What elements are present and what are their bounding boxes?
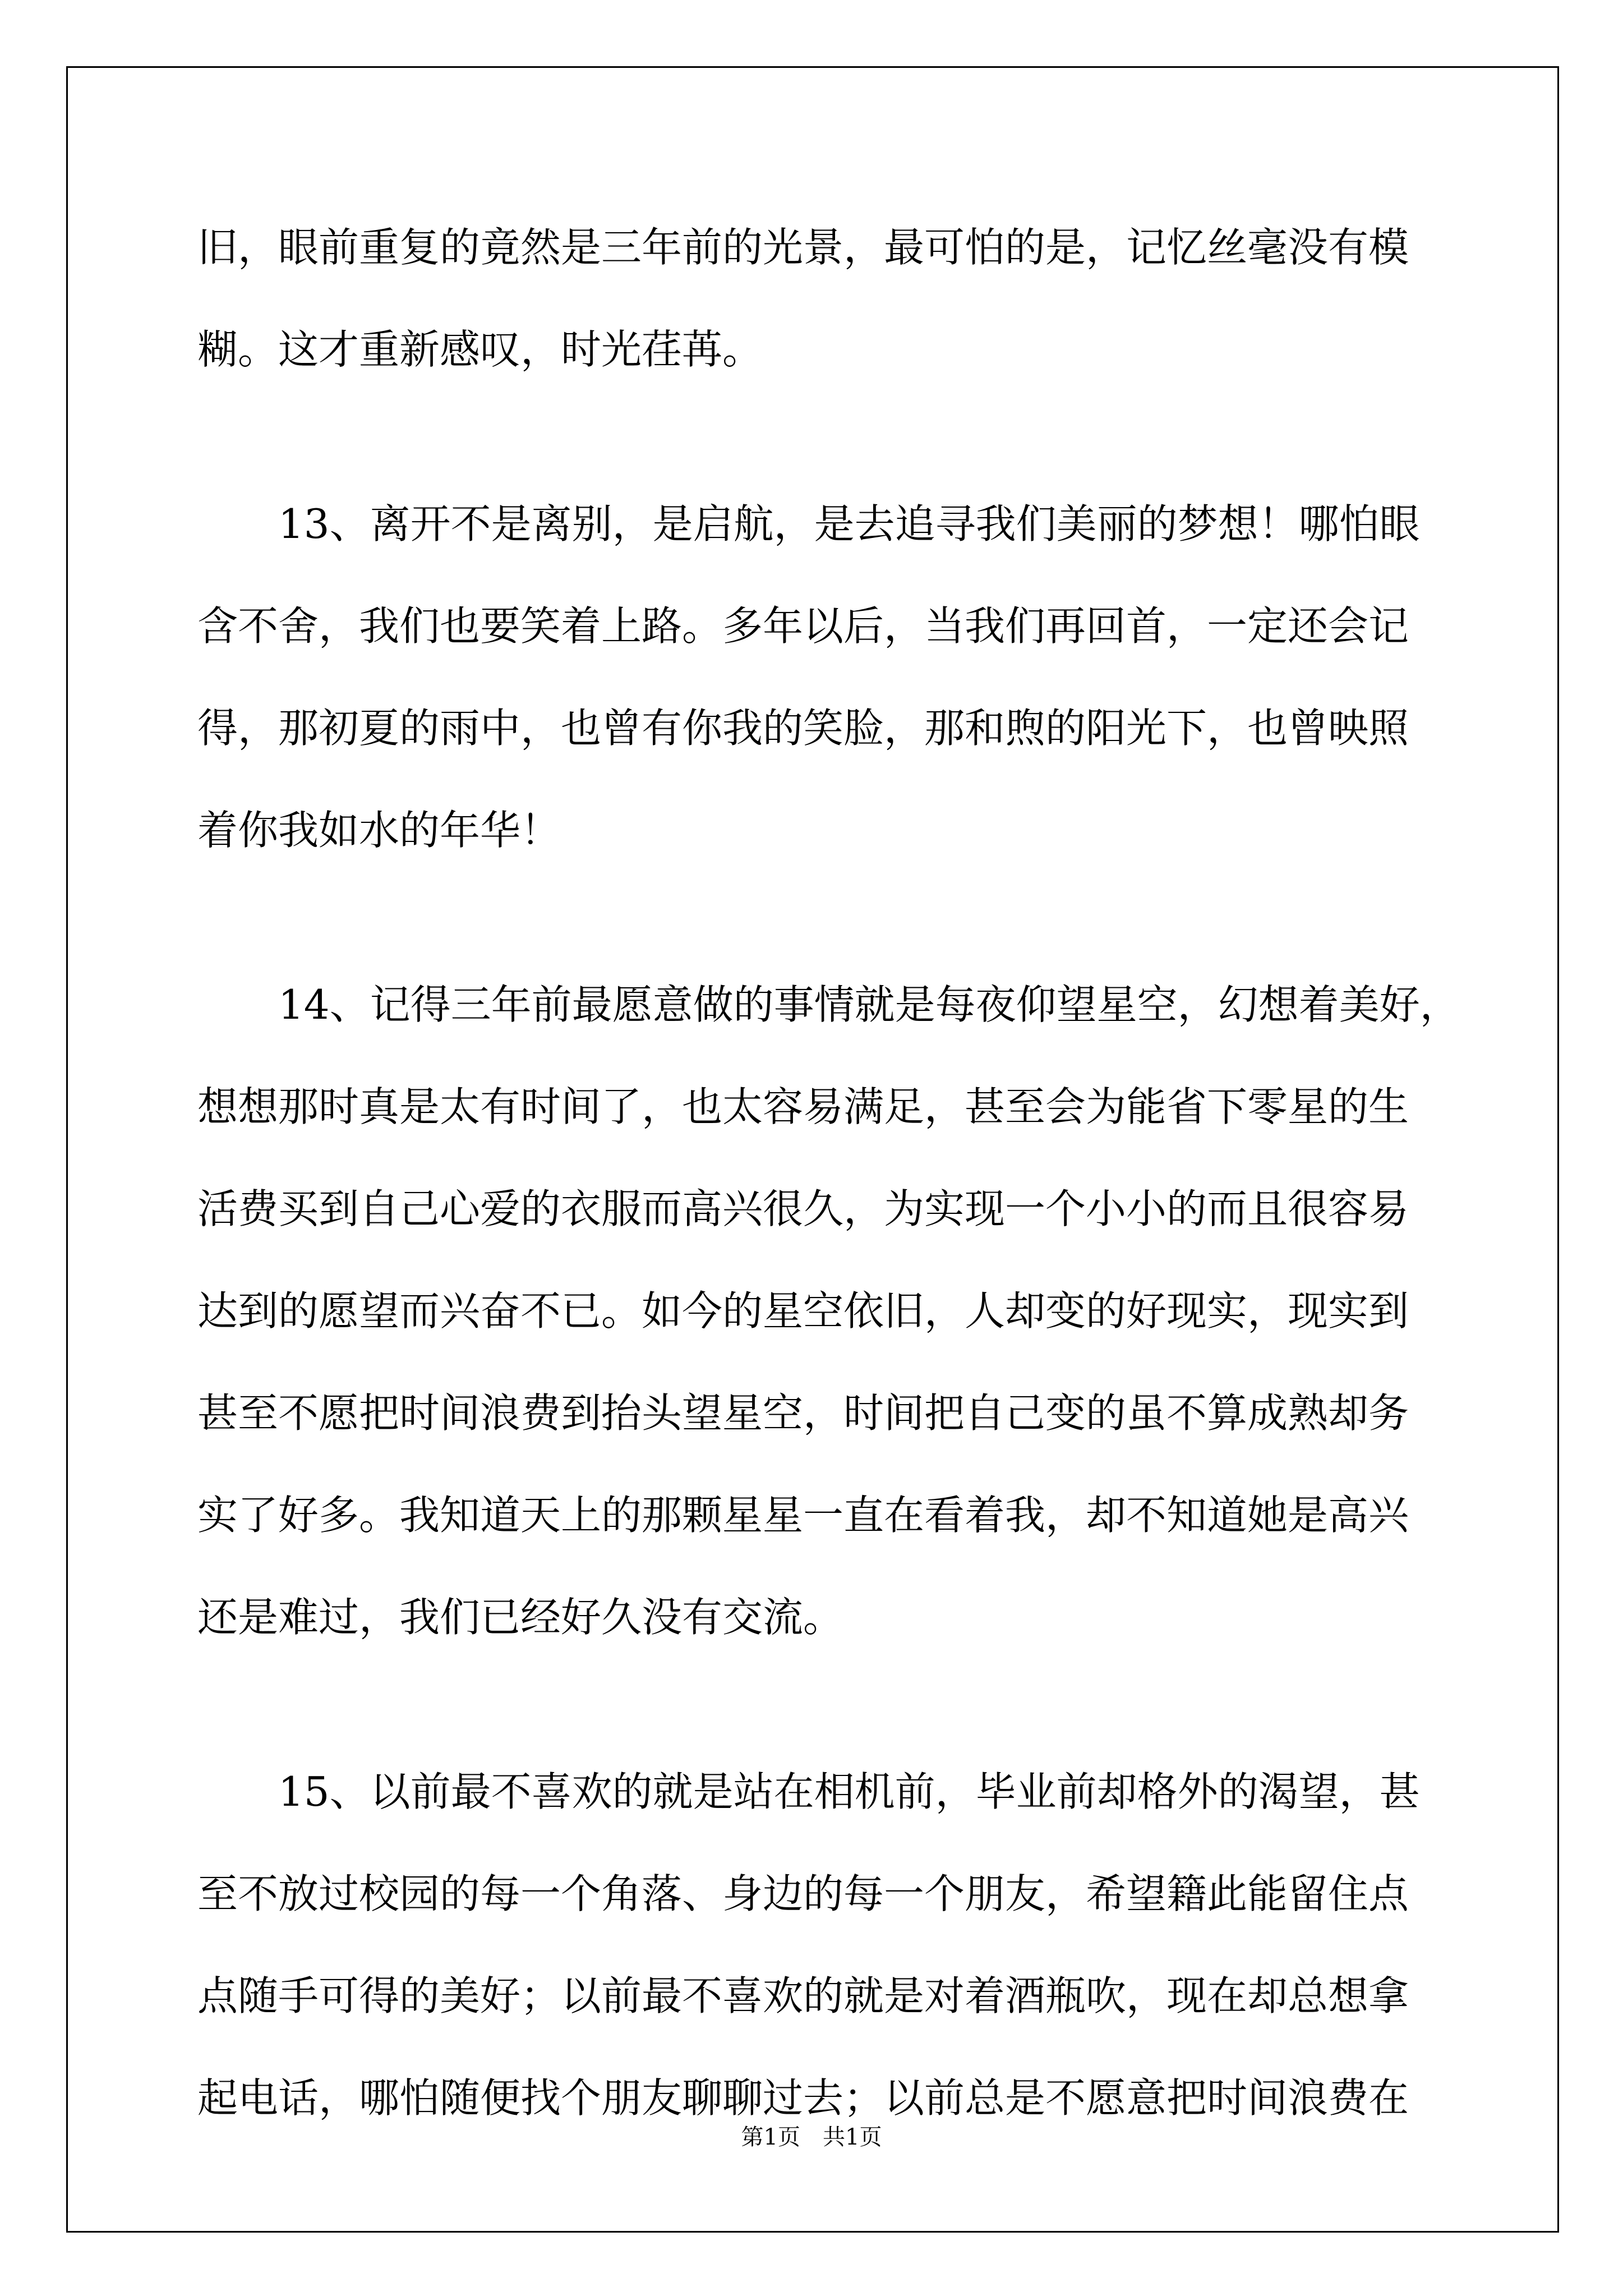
paragraph [197,196,1431,401]
text-line: 起电话，哪怕随便找个朋友聊聊过去；以前总是不愿意把时间浪费在 [197,2074,1409,2122]
text-line: 活费买到自己心爱的衣服而高兴很久，为实现一个小小的而且很容易 [197,1185,1409,1232]
text-line: 达到的愿望而兴奋不已。如今的星空依旧，人却变的好现实，现实到 [197,1287,1409,1335]
text-line: 至不放过校园的每一个角落、身边的每一个朋友，希望籍此能留住点 [197,1870,1409,1917]
text-line: 想想那时真是太有时间了，也太容易满足，甚至会为能省下零星的生 [197,1083,1409,1130]
document-body [197,196,1460,2149]
text-line: 点随手可得的美好；以前最不喜欢的就是对着酒瓶吹，现在却总想拿 [197,1972,1409,2019]
paragraph [197,954,1460,1668]
paragraph [197,473,1431,881]
paragraph [197,1741,1431,2149]
text-line: 含不舍，我们也要笑着上路。多年以后，当我们再回首，一定还会记 [197,602,1409,650]
text-line: 15、以前最不喜欢的就是站在相机前，毕业前却格外的渴望，甚 [197,1768,1420,1815]
page-number: 第1页 共1页 [741,2124,882,2150]
text-line: 14、记得三年前最愿意做的事情就是每夜仰望星空，幻想着美好， [197,981,1460,1028]
page-footer [0,2120,1623,2154]
text-line: 糊。这才重新感叹，时光荏苒。 [197,326,763,373]
text-line: 着你我如水的年华！ [197,807,561,854]
text-line: 还是难过，我们已经好久没有交流。 [197,1594,844,1641]
text-line: 旧，眼前重复的竟然是三年前的光景，最可怕的是，记忆丝毫没有模 [197,224,1409,271]
text-line: 甚至不愿把时间浪费到抬头望星空，时间把自己变的虽不算成熟却务 [197,1389,1409,1437]
text-line: 实了好多。我知道天上的那颗星星一直在看着我，却不知道她是高兴 [197,1492,1409,1539]
text-line: 得，那初夏的雨中，也曾有你我的笑脸，那和煦的阳光下，也曾映照 [197,705,1409,752]
text-line: 13、离开不是离别，是启航，是去追寻我们美丽的梦想！哪怕眼 [197,500,1420,547]
